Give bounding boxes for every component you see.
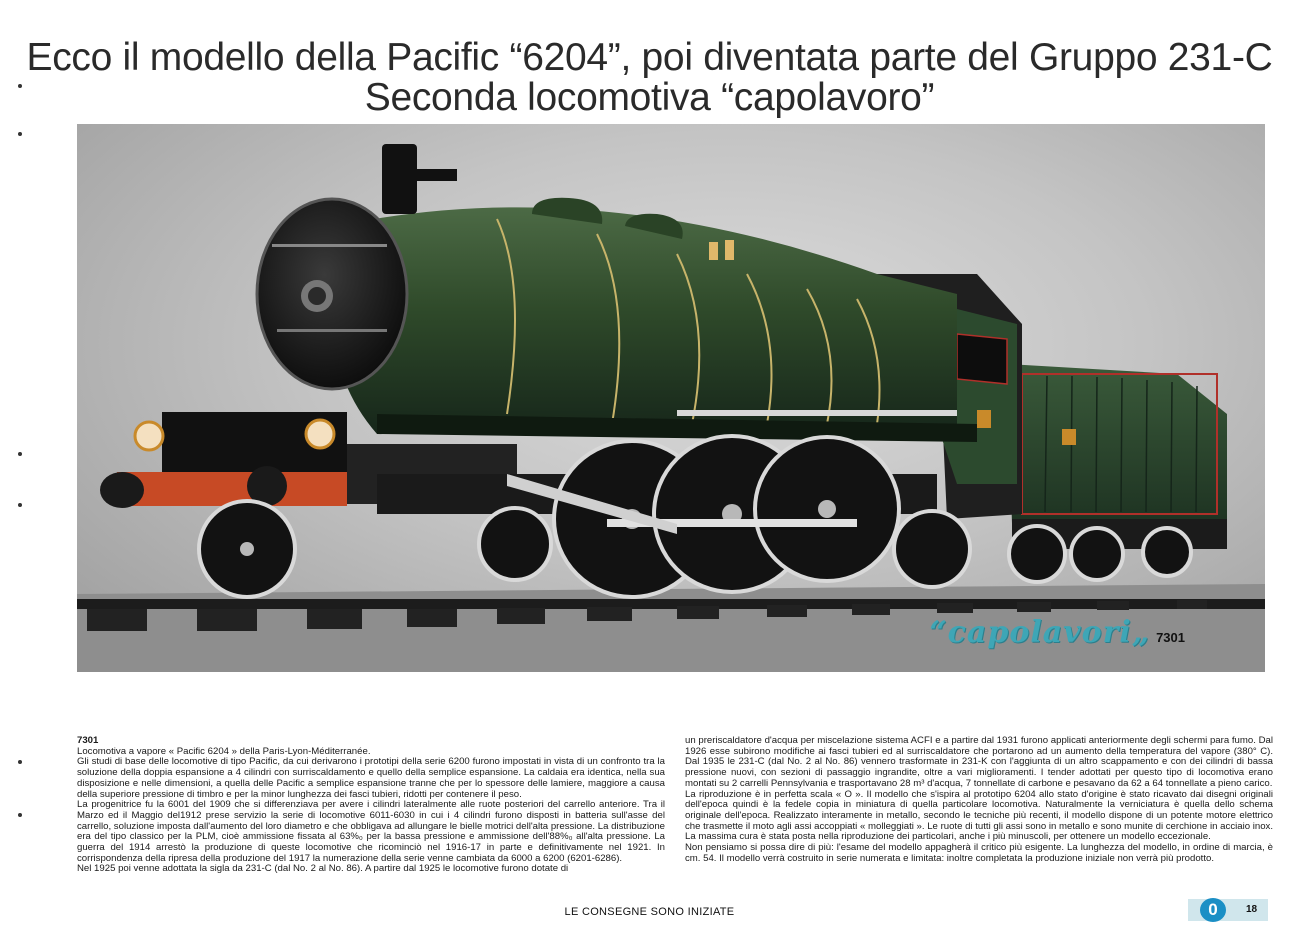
brand-wordmark: “capolavori„ xyxy=(929,615,1151,650)
article-right-column xyxy=(685,736,1273,864)
page-title-line-2: Seconda locomotiva “capolavoro” xyxy=(364,76,935,119)
article-code: 7301 xyxy=(77,735,99,746)
article-paragraph: Nel 1925 poi venne adottata la sigla da 231-C (dal No. 2 al No. 86). A partire dal 1925 le locomotive furono dotate di xyxy=(77,863,569,875)
page-title-line-1: Ecco il modello della Pacific “6204”, poi diventata parte del Gruppo 231-C xyxy=(26,36,1273,79)
margin-mark xyxy=(18,452,22,456)
article-paragraph: Non pensiamo si possa dire di più: l'esame del modello appagherà il critico più esigente. La lunghezza del modello, in ordine di marcia, è cm. 54. Il modello verrà costruito in serie numerata e limitata: inoltre completata la produzione iniziale non verrà più prodotto. xyxy=(685,842,1273,864)
article-paragraph: La riproduzione è in perfetta scala « O ». Il modello che s'ispira al prototipo 6204 allo stato d'origine è stato ricavato dai disegni originali dell'epoca quindi è la fedele copia in miniatura di quella particolare locomotiva. Naturalmente la verniciatura è quella dello schema originale dell'epoca. Realizzato interamente in metallo, secondo le tecniche più recenti, il modello dispone di un potente motore elettrico che trasmette il moto agli assi accoppiati « molleggiati ». Le ruote di tutti gli assi sono in metallo e sono munite di cerchione in acciaio inox. La massima cura è stata posta nella riproduzione dei particolari, anche i più minuscoli, per ottenere un modello eccezionale. xyxy=(685,788,1273,843)
locomotive-photo xyxy=(77,124,1265,672)
locomotive-illustration xyxy=(77,124,1265,672)
brand-code: 7301 xyxy=(1156,630,1185,645)
delivery-notice: LE CONSEGNE SONO INIZIATE xyxy=(564,906,735,918)
rail xyxy=(77,599,1265,609)
tender xyxy=(1007,364,1227,549)
margin-mark xyxy=(18,760,22,764)
smokebox-front xyxy=(257,199,407,389)
page-number: 18 xyxy=(1246,904,1258,915)
gauge-badge: 0 xyxy=(1200,898,1226,922)
margin-mark xyxy=(18,503,22,507)
article-paragraph: un preriscaldatore d'acqua per miscelazione sistema ACFI e a partire dal 1931 furono applicati anteriormente degli schermi para fumo. Dal 1926 esse subirono modifiche ai fasci tubieri ed al surriscaldatore che portarono ad un aumento della temperatura del vapore (380° C). Dal 1935 le 231-C (dal No. 2 al No. 86) vennero trasformate in 231-K con l'aggiunta di un altro scappamento e con dei cilindri di bassa pressione nuovi, con sezioni di passaggio ingrandite, oltre a vari miglioramenti. I tender adottati per questo tipo di locomotiva erano montati su 2 carrelli Pennsylvania e trasportavano 28 m³ d'acqua, 7 tonnellate di carbone e pesavano da 62 a 64 tonnellate a pieno carico. xyxy=(685,735,1273,789)
article-paragraph: La progenitrice fu la 6001 del 1909 che si differenziava per avere i cilindri lateralmente alle ruote posteriori del carrello anteriore. Tra il Marzo ed il Maggio del1912 prese servizio la serie di locomotive 6011-6030 in cui i 4 cilindri furono disposti in batteria sull'asse del carrello, soluzione imposta dall'aumento del loro diametro e che obbligava ad allungare le bielle motrici dell'alta pressione. La distribuzione era del tipo classico per la PLM, cioè ammissione fissata al 63%₀ per la bassa pressione e ammissione dell'88%₀ all'alta pressione. La guerra del 1914 arrestò la produzione di queste locomotive che ricominciò nel 1916-17 in parte e definitivamente nel 1921. In corrispondenza della ripresa della produzione del 1917 la numerazione della serie venne cambiata da 6000 a 6200 (6201-6286). xyxy=(77,799,665,864)
article-paragraph: Locomotiva a vapore « Pacific 6204 » della Paris-Lyon-Méditerranée. xyxy=(77,745,371,757)
margin-mark xyxy=(18,132,22,136)
boiler xyxy=(332,144,977,442)
buffer-beam xyxy=(100,412,347,508)
article-left-column xyxy=(77,736,665,875)
page-title xyxy=(0,38,1299,118)
margin-mark xyxy=(18,813,22,817)
article-paragraph: Gli studi di base delle locomotive di tipo Pacific, da cui derivarono i prototipi della serie 6200 furono impostati in vista di un confronto tra la soluzione della doppia espansione a 4 cilindri con surriscaldamento e quello della semplice espansione. La caldaia era identica, nella sua disposizione e nelle dimensioni, a quella delle Pacific a semplice espansione tranne che per lo spessore delle lamiere, maggiore a causa della superiore pressione di timbro e per la minor lunghezza dei fasci tubieri, ridotti per contenere il peso. xyxy=(77,756,665,800)
capolavori-brand xyxy=(929,615,1185,650)
